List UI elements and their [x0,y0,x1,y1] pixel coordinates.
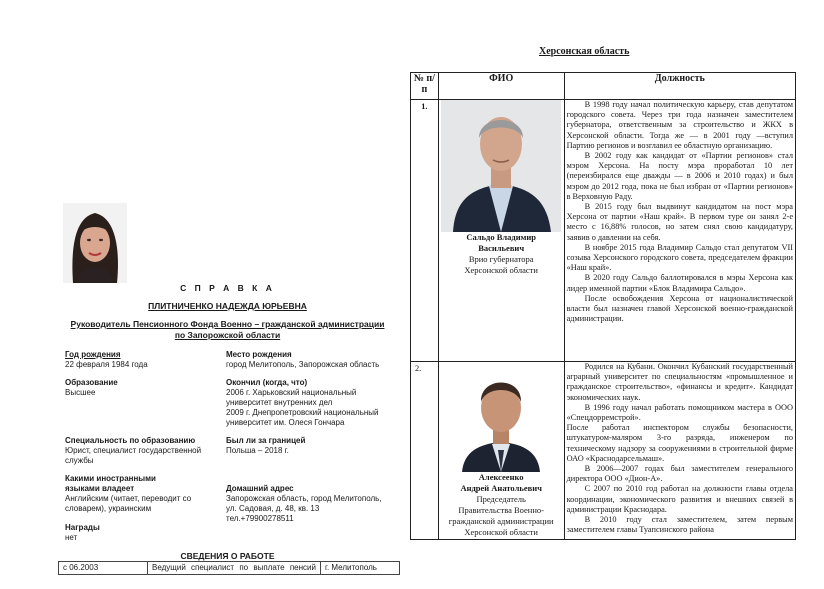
col-header-fio: ФИО [438,73,564,100]
row-number: 1. [411,100,439,362]
col-header-num: № п/п [411,73,439,100]
person-cell: Сальдо Владимир Васильевич Врио губернатора Херсонской области [438,100,564,362]
officials-table [410,72,796,540]
field-languages: Какими иностранными языками владеет Английским (читает, переводит со словарем), украинским [65,474,192,513]
bio-cell: В 1998 году начал политическую карьеру, став депутатом городского совета. Через три года назначен заместителем губернатора, ответственным за строительство и ЖКХ в Херсонской области. Тогда же — в 2001 году —вступил Партию регионов и возглавил ее областную организацию. В 2002 году как кандидат от «Партии регионов» стал мэром Херсона. На посту мэра проработал 10 лет (переизбирался еще дважды — в 2006 и 2010 годах) и был мэром до 2012 года, пока не был избран от «Партии регионов» в Верховную Раду. В 2015 году был выдвинут кандидатом на пост мэра Херсона от партии «Наш край». В первом туре он занял 2-е место с 16,88% голосов, но затем снял свою кандидатуру, заявив о давлении на себя. В ноябре 2015 года Владимир Сальдо стал депутатом VII созыва Херсонского городского совета, председателем фракции «Наш край». В 2020 году Сальдо баллотировался в мэры Херсона как лидер именной партии «Блок Владимира Сальдо». После освобождения Херсона от националистической власти был назначен главой Херсонской военно-гражданской администрации. [564,100,795,362]
person-cell: Алексеенко Андрей Анатольевич Председатель Правительства Военно- гражданской администрации Херсонской области [438,362,564,540]
field-graduated: Окончил (когда, что) 2006 г. Харьковский национальный университет внутренних дел 2009 г. Днепропетровский национальный университет им. Олеся Гончара [226,378,379,427]
table-row [411,100,796,362]
field-education: Образование Высшее [65,378,118,397]
left-document-page [55,0,400,589]
field-address: Домашний адрес Запорожская область, город Мелитополь, ул. Садовая, д. 48, кв. 13 тел.+79900278511 [226,484,382,523]
field-abroad: Был ли за границей Польша – 2018 г. [226,436,306,455]
person-position: Руководитель Пенсионного Фонда Военно – гражданской администрации по Запорожской области [70,319,385,340]
field-birth-place: Место рождения город Мелитополь, Запорожская область [226,350,380,369]
region-title: Херсонская область [539,46,630,57]
portrait-photo-alekseenko [460,364,542,472]
work-place: г. Мелитополь [325,563,377,572]
portrait-photo-saldo [441,100,561,232]
field-birth-date: Год рождения 22 февраля 1984 года [65,350,148,369]
doc-heading: С П Р А В К А [180,283,275,293]
work-table-row [58,561,400,575]
table-row [411,362,796,540]
work-heading: СВЕДЕНИЯ О РАБОТЕ [180,551,275,561]
field-specialty: Специальность по образованию Юрист, специалист государственной службы [65,436,202,465]
col-header-position: Должность [564,73,795,100]
work-position: Ведущий специалист по выплате пенсий [148,562,321,574]
row-number: 2. [411,362,439,540]
portrait-photo-plitnichenko [63,203,127,283]
work-period: с 06.2003 [59,562,148,574]
bio-cell: Родился на Кубани. Окончил Кубанский государственный аграрный университет по специальностям «промышленное и гражданское строительство», «финансы и кредит». Кандидат экономических наук. В 1996 году начал работать помощником мастера в ООО «Спецдорремстрой». После работал инспектором службы безопасности, штукатуром-маляром 3-го разряда, инженером по техническому надзору за сооружениями в строительной фирме ОАО «Краснодарсельмаш». В 2006—2007 годах был заместителем генерального директора ООО «Дион-А». С 2007 по 2010 год работал на должности главы отдела координации, экономического развития и внешних связей в администрации Краснодара. В 2010 году стал заместителем, затем первым заместителем главы Туапсинского района [564,362,795,540]
table-header-row [411,73,796,100]
right-document-page [405,0,815,589]
field-awards: Награды нет [65,523,100,542]
person-name: ПЛИТНИЧЕНКО НАДЕЖДА ЮРЬЕВНА [148,301,307,311]
